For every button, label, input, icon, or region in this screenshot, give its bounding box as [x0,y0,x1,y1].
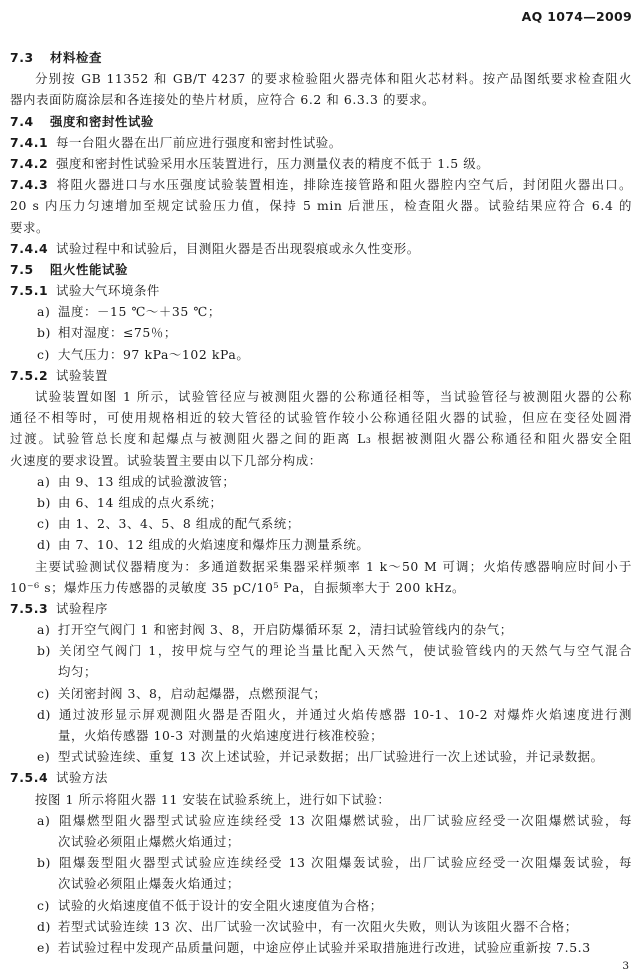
text: 试验的火焰速度值不低于设计的安全阻火速度值为合格； [58,897,383,913]
list-item-line [10,492,632,513]
paragraph-line [10,789,632,810]
text: 试验装置 [56,367,108,383]
clause-line [10,598,632,619]
list-item-line [10,661,632,682]
list-item-label: a) [37,812,51,828]
paragraph-line [10,386,632,407]
list-item-line [10,810,632,831]
clause-line [10,132,632,153]
text: 型式试验连续、重复 13 次上述试验，并记录数据；出厂试验进行一次上述试验，并记录数据。 [58,749,604,765]
section-number: 7.5 [10,261,34,277]
clause-line [10,195,632,216]
document-body [10,47,632,958]
list-item-label: e) [37,939,51,955]
text: 20 s 内压力匀速增加至规定试验压力值，保持 5 min 后泄压，检查阻火器。试验结果应符合 6.4 的 [10,198,632,214]
text: 相对湿度：≤75％； [58,325,177,341]
paragraph-line [10,89,632,110]
list-item-label: d) [37,537,51,553]
text: 试验程序 [56,600,108,616]
text: 由 9、13 组成的试验激波管； [58,473,236,489]
text: 火速度的要求设置。试验装置主要由以下几部分构成： [10,452,322,468]
list-item-line [10,725,632,746]
text: 若试验过程中发现产品质量问题，中途应停止试验并采取措施进行改进，试验应重新按 7.5.3 [58,939,591,955]
list-item-label: b) [37,855,51,871]
text: 强度和密封性试验采用水压装置进行，压力测量仪表的精度不低于 1.5 级。 [56,155,490,171]
text: 试验装置如图 1 所示，试验管径应与被测阻火器的公称通径相等，当试验管径与被测阻火器的公称 [35,389,632,404]
text: 温度：－15 ℃～＋35 ℃； [58,304,221,320]
list-item-label: e) [37,749,51,765]
list-item-line [10,704,632,725]
paragraph-line [10,407,632,428]
text: 通径不相等时，可使用规格相近的较大管径的试验管作较小公称通径阻火器的试验，但应在变径处圆滑 [10,410,632,426]
text: 量，火焰传感器 10-3 对测量的火焰速度进行核准校验； [58,728,384,743]
clause-number: 7.5.3 [10,600,49,616]
list-item-line [10,534,632,555]
list-item-line [10,916,632,937]
list-item-line [10,895,632,916]
text: 10⁻⁶ s；爆炸压力传感器的灵敏度 35 pC/10⁵ Pa，自振频率大于 200 kHz。 [10,579,466,595]
text: 打开空气阀门 1 和密封阀 3、8，开启防爆循环泵 2，清扫试验管线内的杂气； [58,622,513,638]
text: 若型式试验连续 13 次、出厂试验一次试验中，有一次阻火失败，则认为该阻火器不合格； [58,918,578,934]
text: 关闭空气阀门 1，按甲烷与空气的理论当量比配入天然气，使试验管线内的天然气与空气混合 [58,643,632,659]
list-item-line [10,301,632,322]
section-title: 材料检查 [50,50,102,65]
text: 试验过程中和试验后，目测阻火器是否出现裂痕或永久性变形。 [56,240,420,256]
list-item-line [10,322,632,343]
text: 要求。 [10,219,49,235]
list-item-label: c) [37,685,50,701]
text: 将阻火器进口与水压强度试验装置相连，排除连接管路和阻火器腔内空气后，封闭阻火器出口。 [56,177,632,193]
list-item-label: d) [37,706,51,722]
list-item-label: a) [37,304,51,320]
section-number: 7.4 [10,113,34,129]
text: 均匀； [58,664,97,680]
list-item-line [10,937,632,958]
text: 通过波形显示屏观测阻火器是否阻火，并通过火焰传感器 10-1、10-2 对爆炸火焰速度进行测 [58,706,632,722]
list-item-line [10,746,632,767]
clause-number: 7.5.4 [10,770,49,786]
paragraph-line [10,450,632,471]
text: 试验方法 [56,770,108,786]
paragraph-line [10,428,632,449]
clause-number: 7.4.1 [10,134,49,150]
text: 关闭密封阀 3、8，启动起爆器，点燃预混气； [58,685,327,701]
text: 过渡。试验管总长度和起爆点与被测阻火器之间的距离 L₃ 根据被测阻火器公称通径和阻火器安全阻 [10,431,632,447]
list-item-label: c) [37,897,50,913]
clause-line [10,280,632,301]
text: 大气压力：97 kPa～102 kPa。 [58,346,250,362]
text: 器内表面防腐涂层和各连接处的垫片材质，应符合 6.2 和 6.3.3 的要求。 [10,92,435,108]
list-item-line [10,873,632,894]
paragraph-line [10,556,632,577]
list-item-label: b) [37,494,51,510]
list-item-label: a) [37,473,51,489]
text: 阻爆燃型阻火器型式试验应连续经受 13 次阻爆燃试验，出厂试验应经受一次阻爆燃试验，每 [58,812,632,828]
text: 每一台阻火器在出厂前应进行强度和密封性试验。 [56,134,342,150]
text: 分别按 GB 11352 和 GB/T 4237 的要求检验阻火器壳体和阻火芯材料。按产品图纸要求检查阻火 [35,71,632,87]
text: 次试验必须阻止爆轰火焰通过； [58,876,240,892]
section-title: 强度和密封性试验 [50,113,154,129]
list-item-line [10,513,632,534]
list-item-line [10,852,632,873]
list-item-line [10,683,632,704]
list-item-line [10,640,632,661]
section-title: 阻火性能试验 [50,261,128,277]
text: 由 1、2、3、4、5、8 组成的配气系统； [58,516,300,532]
list-item-label: c) [37,346,50,362]
clause-line [10,174,632,195]
text: 按图 1 所示将阻火器 11 安装在试验系统上，进行如下试验： [35,791,391,807]
list-item-line [10,344,632,365]
list-item-line [10,619,632,640]
section-heading [10,259,632,280]
section-number: 7.3 [10,50,34,65]
paragraph-line [10,68,632,89]
text: 由 7、10、12 组成的火焰速度和爆炸压力测量系统。 [58,537,370,553]
document-code: AQ 1074—2009 [521,9,632,24]
text: 阻爆轰型阻火器型式试验应连续经受 13 次阻爆轰试验，出厂试验应经受一次阻爆轰试验，每 [58,855,632,871]
clause-line [10,365,632,386]
clause-number: 7.4.2 [10,155,49,171]
clause-line [10,238,632,259]
text: 主要试验测试仪器精度为：多通道数据采集器采样频率 1 k～50 M 可调；火焰传感器响应时间小于 [35,558,632,574]
clause-number: 7.4.4 [10,240,49,256]
section-heading [10,111,632,132]
page-number: 3 [622,960,629,972]
list-item-label: b) [37,643,51,659]
list-item-label: c) [37,516,50,532]
text: 试验大气环境条件 [56,283,160,299]
list-item-line [10,471,632,492]
clause-line [10,767,632,788]
clause-number: 7.4.3 [10,177,49,193]
list-item-label: b) [37,325,51,341]
text: 次试验必须阻止爆燃火焰通过； [58,833,240,849]
list-item-label: d) [37,918,51,934]
clause-line [10,217,632,238]
clause-line [10,153,632,174]
section-heading [10,47,632,68]
clause-number: 7.5.2 [10,367,49,383]
text: 由 6、14 组成的点火系统； [58,494,223,510]
clause-number: 7.5.1 [10,283,49,299]
list-item-line [10,831,632,852]
list-item-label: a) [37,622,51,638]
paragraph-line [10,577,632,598]
